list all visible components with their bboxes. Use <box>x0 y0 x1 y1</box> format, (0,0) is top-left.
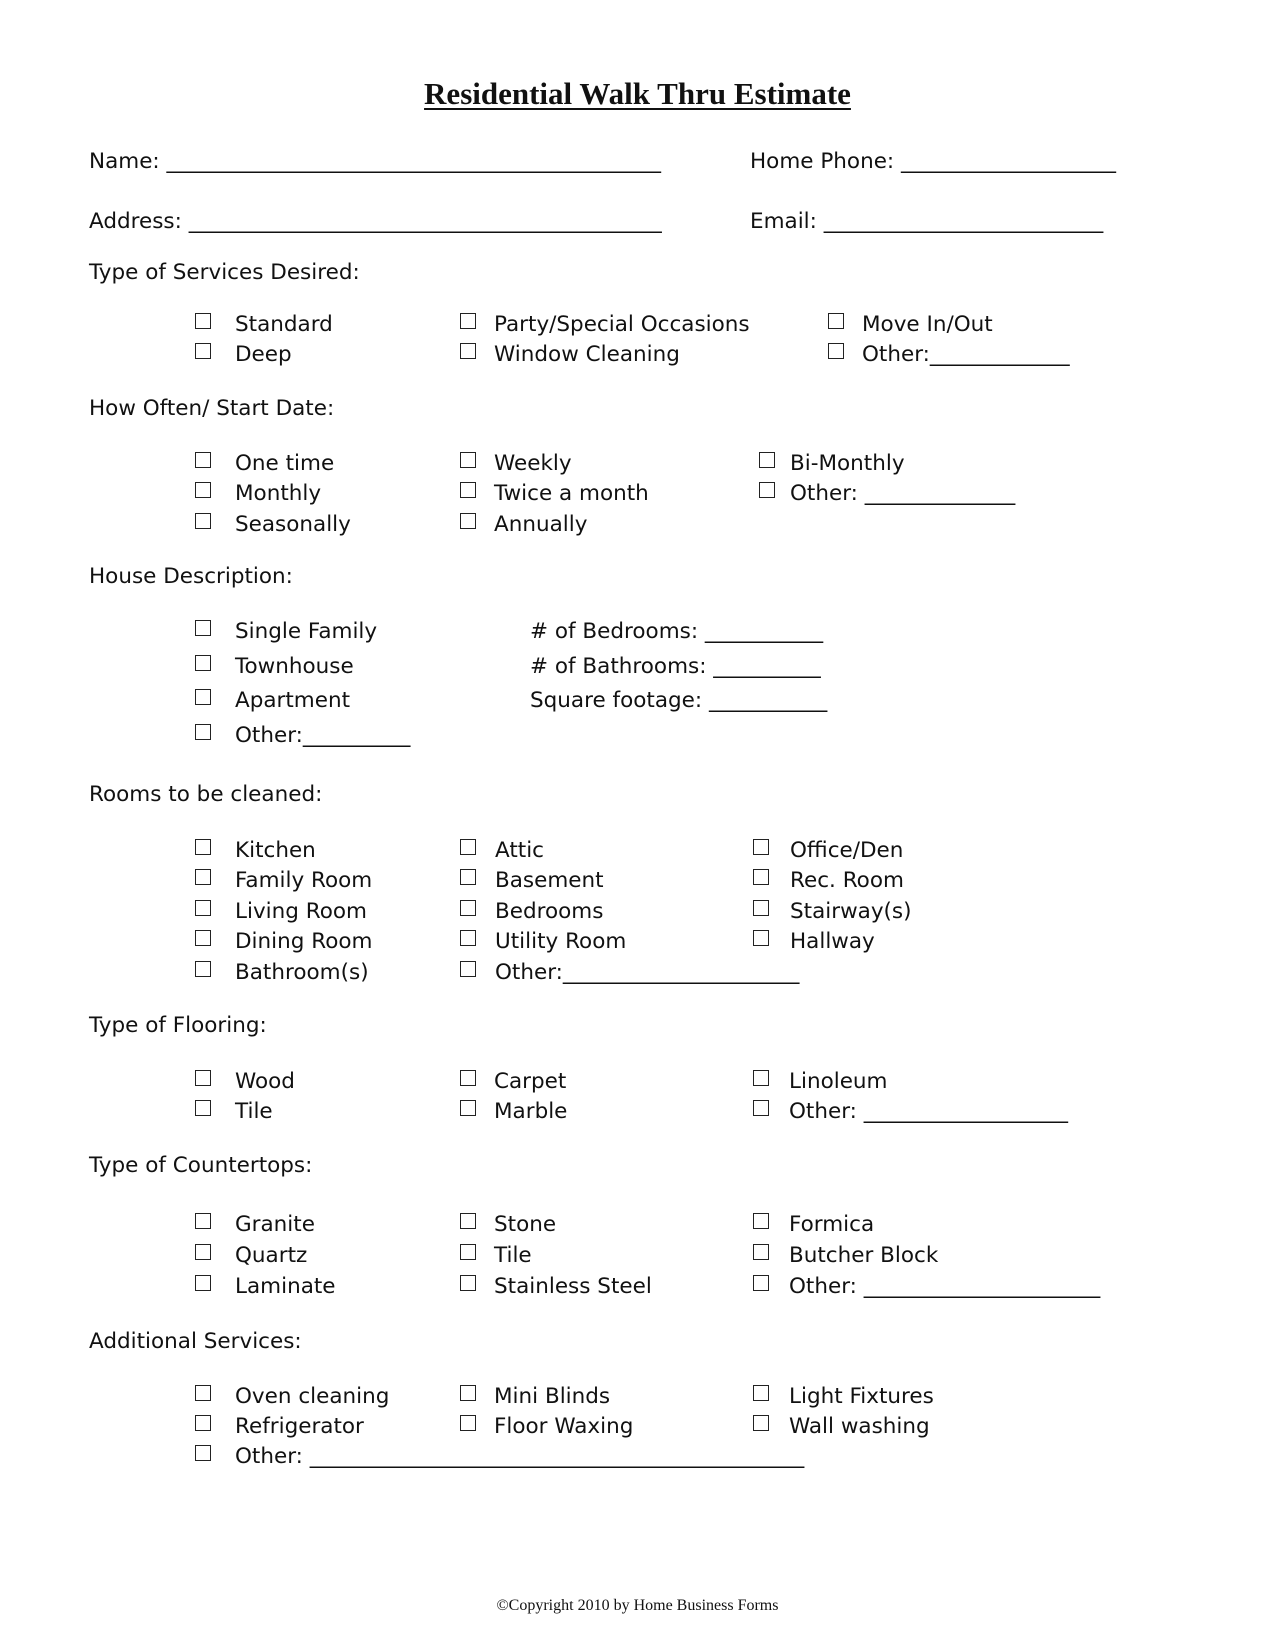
frequency-heading: How Often/ Start Date: <box>89 396 335 421</box>
deep-checkbox[interactable] <box>195 343 211 359</box>
attic-label: Attic <box>495 838 544 863</box>
granite-label: Granite <box>235 1212 315 1237</box>
oven-cleaning-label: Oven cleaning <box>235 1384 390 1409</box>
name-field[interactable]: Name: ______________________________________________ <box>89 149 662 174</box>
living-room-label: Living Room <box>235 899 367 924</box>
stairways-label: Stairway(s) <box>790 899 912 924</box>
services-heading: Type of Services Desired: <box>89 260 360 285</box>
annually-label: Annually <box>494 512 588 537</box>
linoleum-label: Linoleum <box>789 1069 888 1094</box>
bedrooms-field[interactable]: # of Bedrooms: ___________ <box>530 619 824 644</box>
window-cleaning-checkbox[interactable] <box>460 343 476 359</box>
living-room-checkbox[interactable] <box>195 900 211 916</box>
bi-monthly-label: Bi-Monthly <box>790 451 905 476</box>
twice-month-checkbox[interactable] <box>460 482 476 498</box>
single-family-label: Single Family <box>235 619 378 644</box>
countertops-heading: Type of Countertops: <box>89 1153 313 1178</box>
square-footage-field[interactable]: Square footage: ___________ <box>530 688 828 713</box>
bathrooms-label: Bathroom(s) <box>235 960 369 985</box>
additional-other-field[interactable]: Other: ______________________________________________ <box>235 1444 805 1469</box>
hallway-label: Hallway <box>790 929 875 954</box>
flooring-heading: Type of Flooring: <box>89 1013 267 1038</box>
move-label: Move In/Out <box>862 312 993 337</box>
wood-checkbox[interactable] <box>195 1070 211 1086</box>
marble-checkbox[interactable] <box>460 1100 476 1116</box>
countertops-other-checkbox[interactable] <box>753 1275 769 1291</box>
home-phone-field[interactable]: Home Phone: ____________________ <box>750 149 1117 174</box>
floor-waxing-label: Floor Waxing <box>494 1414 634 1439</box>
office-den-label: Office/Den <box>790 838 904 863</box>
townhouse-checkbox[interactable] <box>195 655 211 671</box>
stainless-steel-label: Stainless Steel <box>494 1274 652 1299</box>
services-other-field[interactable]: Other:_____________ <box>862 342 1070 367</box>
light-fixtures-label: Light Fixtures <box>789 1384 934 1409</box>
apartment-label: Apartment <box>235 688 351 713</box>
weekly-checkbox[interactable] <box>460 452 476 468</box>
bedrooms-label: Bedrooms <box>495 899 604 924</box>
family-room-checkbox[interactable] <box>195 869 211 885</box>
annually-checkbox[interactable] <box>460 513 476 529</box>
quartz-label: Quartz <box>235 1243 308 1268</box>
seasonally-checkbox[interactable] <box>195 513 211 529</box>
house-other-field[interactable]: Other:__________ <box>235 723 411 748</box>
kitchen-checkbox[interactable] <box>195 839 211 855</box>
linoleum-checkbox[interactable] <box>753 1070 769 1086</box>
utility-room-checkbox[interactable] <box>460 930 476 946</box>
frequency-other-field[interactable]: Other: ______________ <box>790 481 1016 506</box>
wood-label: Wood <box>235 1069 295 1094</box>
standard-label: Standard <box>235 312 333 337</box>
rooms-other-field[interactable]: Other:______________________ <box>495 960 800 985</box>
oven-cleaning-checkbox[interactable] <box>195 1385 211 1401</box>
additional-other-checkbox[interactable] <box>195 1445 211 1461</box>
window-cleaning-label: Window Cleaning <box>494 342 680 367</box>
address-field[interactable]: Address: ____________________________________________ <box>89 209 662 234</box>
mini-blinds-checkbox[interactable] <box>460 1385 476 1401</box>
rec-room-checkbox[interactable] <box>753 869 769 885</box>
formica-label: Formica <box>789 1212 875 1237</box>
frequency-other-checkbox[interactable] <box>759 482 775 498</box>
dining-room-label: Dining Room <box>235 929 373 954</box>
single-family-checkbox[interactable] <box>195 620 211 636</box>
mini-blinds-label: Mini Blinds <box>494 1384 611 1409</box>
quartz-checkbox[interactable] <box>195 1244 211 1260</box>
formica-checkbox[interactable] <box>753 1213 769 1229</box>
floor-tile-label: Tile <box>235 1099 273 1124</box>
laminate-label: Laminate <box>235 1274 336 1299</box>
rooms-other-checkbox[interactable] <box>460 961 476 977</box>
copyright-notice: ©Copyright 2010 by Home Business Forms <box>496 1597 779 1614</box>
laminate-checkbox[interactable] <box>195 1275 211 1291</box>
deep-label: Deep <box>235 342 292 367</box>
counter-tile-label: Tile <box>494 1243 532 1268</box>
bathrooms-field[interactable]: # of Bathrooms: __________ <box>530 654 821 679</box>
utility-room-label: Utility Room <box>495 929 627 954</box>
additional-heading: Additional Services: <box>89 1329 302 1354</box>
party-checkbox[interactable] <box>460 313 476 329</box>
seasonally-label: Seasonally <box>235 512 351 537</box>
house-heading: House Description: <box>89 564 293 589</box>
monthly-checkbox[interactable] <box>195 482 211 498</box>
kitchen-label: Kitchen <box>235 838 316 863</box>
bathrooms-checkbox[interactable] <box>195 961 211 977</box>
monthly-label: Monthly <box>235 481 322 506</box>
refrigerator-checkbox[interactable] <box>195 1415 211 1431</box>
butcher-block-checkbox[interactable] <box>753 1244 769 1260</box>
carpet-checkbox[interactable] <box>460 1070 476 1086</box>
bedrooms-checkbox[interactable] <box>460 900 476 916</box>
services-other-checkbox[interactable] <box>828 343 844 359</box>
bi-monthly-checkbox[interactable] <box>759 452 775 468</box>
twice-month-label: Twice a month <box>494 481 649 506</box>
wall-washing-checkbox[interactable] <box>753 1415 769 1431</box>
apartment-checkbox[interactable] <box>195 689 211 705</box>
flooring-other-field[interactable]: Other: ___________________ <box>789 1099 1068 1124</box>
stairways-checkbox[interactable] <box>753 900 769 916</box>
rooms-heading: Rooms to be cleaned: <box>89 782 323 807</box>
marble-label: Marble <box>494 1099 568 1124</box>
refrigerator-label: Refrigerator <box>235 1414 364 1439</box>
party-label: Party/Special Occasions <box>494 312 750 337</box>
wall-washing-label: Wall washing <box>789 1414 930 1439</box>
basement-checkbox[interactable] <box>460 869 476 885</box>
one-time-label: One time <box>235 451 335 476</box>
flooring-other-checkbox[interactable] <box>753 1100 769 1116</box>
dining-room-checkbox[interactable] <box>195 930 211 946</box>
basement-label: Basement <box>495 868 604 893</box>
weekly-label: Weekly <box>494 451 572 476</box>
countertops-other-field[interactable]: Other: ______________________ <box>789 1274 1101 1299</box>
family-room-label: Family Room <box>235 868 373 893</box>
one-time-checkbox[interactable] <box>195 452 211 468</box>
rec-room-label: Rec. Room <box>790 868 904 893</box>
email-field[interactable]: Email: __________________________ <box>750 209 1104 234</box>
stainless-steel-checkbox[interactable] <box>460 1275 476 1291</box>
standard-checkbox[interactable] <box>195 313 211 329</box>
move-checkbox[interactable] <box>828 313 844 329</box>
hallway-checkbox[interactable] <box>753 930 769 946</box>
townhouse-label: Townhouse <box>235 654 354 679</box>
butcher-block-label: Butcher Block <box>789 1243 939 1268</box>
form-title: Residential Walk Thru Estimate <box>424 76 851 111</box>
stone-label: Stone <box>494 1212 557 1237</box>
counter-tile-checkbox[interactable] <box>460 1244 476 1260</box>
light-fixtures-checkbox[interactable] <box>753 1385 769 1401</box>
carpet-label: Carpet <box>494 1069 567 1094</box>
attic-checkbox[interactable] <box>460 839 476 855</box>
house-other-checkbox[interactable] <box>195 724 211 740</box>
floor-tile-checkbox[interactable] <box>195 1100 211 1116</box>
office-den-checkbox[interactable] <box>753 839 769 855</box>
stone-checkbox[interactable] <box>460 1213 476 1229</box>
granite-checkbox[interactable] <box>195 1213 211 1229</box>
floor-waxing-checkbox[interactable] <box>460 1415 476 1431</box>
